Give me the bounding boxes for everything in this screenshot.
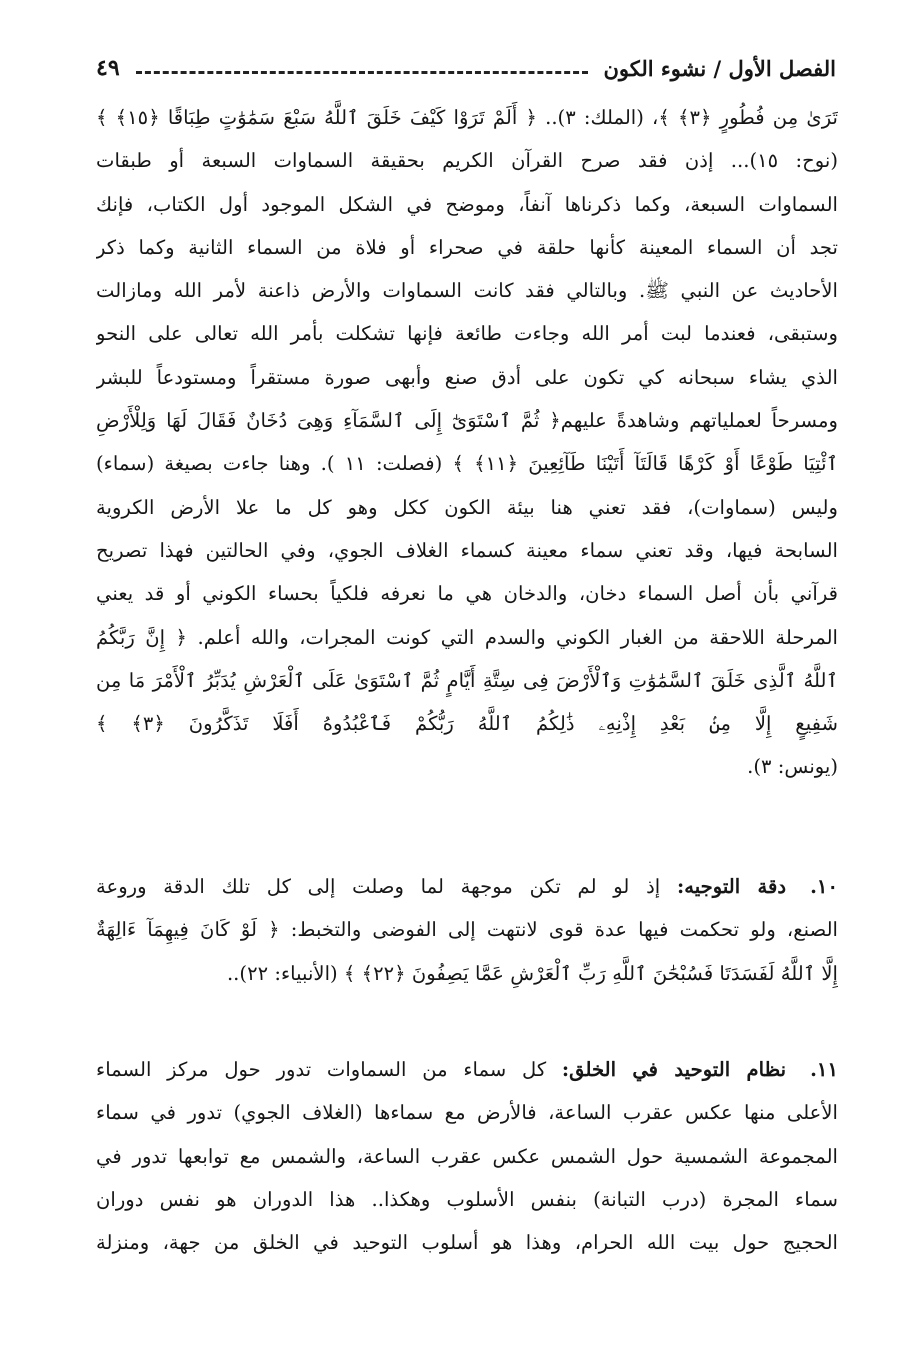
- item-text: إذ لو لم تكن موجهة لما وصلت إلى كل تلك الدقة وروعة: [96, 875, 661, 898]
- chapter-title: الفصل الأول / نشوء الكون: [603, 55, 836, 81]
- text-line: (نوح: ١٥)... إذن فقد صرح القرآن الكريم بحقيقة السماوات السبعة أو طبقات: [96, 149, 838, 173]
- item-term: دقة التوجيه:: [676, 875, 787, 898]
- text-line: إِلَّا ٱللَّهُ لَفَسَدَتَا فَسُبْحَٰنَ ٱللَّهِ رَبِّ ٱلْعَرْشِ عَمَّا يَصِفُونَ ﴿٢٢﴾ ﴾ (الأنبياء: ٢٢)..: [226, 961, 838, 985]
- item-term: نظام التوحيد في الخلق:: [561, 1058, 787, 1081]
- text-line: ومسرحاً لعملياتهم وشاهدةً عليهم﴿ ثُمَّ ٱسْتَوَىٰٓ إِلَى ٱلسَّمَآءِ وَهِىَ دُخَانٌ فَقَالَ لَهَا وَلِلْأَرْضِ: [96, 409, 838, 433]
- text-line: الصنع، ولو تحكمت فيها عدة قوى لانتهت إلى الفوضى والتخبط: ﴿ لَوْ كَانَ فِيهِمَآ ءَالِهَةٌ: [96, 918, 838, 942]
- text-line: السابحة فيها، وقد تعني سماء معينة كسماء الغلاف الجوي، وفي الحالتين فهذا تصريح: [96, 538, 838, 562]
- text-line: شَفِيعٍ إِلَّا مِنۢ بَعْدِ إِذْنِهِۦ ذَٰلِكُمُ ٱللَّهُ رَبُّكُمْ فَٱعْبُدُوهُ أَفَلَا تَذَكَّرُونَ ﴿٣﴾ ﴾: [96, 712, 838, 736]
- header-dashed-rule: [136, 71, 588, 74]
- text-line: وليس (سماوات)، فقد تعني هنا بيئة الكون ككل وهو كل ما علا الأرض الكروية: [96, 495, 838, 519]
- text-line: تَرَىٰ مِن فُطُورٍ ﴿٣﴾ ﴾، (الملك: ٣).. ﴿ أَلَمْ تَرَوْا كَيْفَ خَلَقَ ٱللَّهُ سَبْعَ سَمَٰوَٰتٍ طِبَاقًا ﴿١٥﴾ ﴾: [96, 106, 838, 129]
- text-line: الأعلى منها عكس عقرب الساعة، فالأرض مع سماءها (الغلاف الجوي) تدور في سماء: [96, 1101, 838, 1125]
- item-number: ١١.: [810, 1058, 838, 1081]
- page-header: [96, 50, 836, 86]
- item-number: ١٠.: [810, 875, 838, 898]
- paragraph-1: [96, 96, 838, 789]
- page-number: ٤٩: [96, 55, 120, 81]
- text-line: المجموعة الشمسية حول الشمس عكس عقرب الساعة، والشمس مع توابعها تدور في: [96, 1144, 838, 1168]
- text-line: السماوات السبعة، وكما ذكرناها آنفاً، وموضح في الشكل الموجود أول الكتاب، فإنك: [96, 192, 838, 216]
- paragraph-3: [96, 1048, 838, 1264]
- text-line: (يونس: ٣).: [747, 755, 838, 779]
- item-text: كل سماء من السماوات تدور حول مركز السماء: [96, 1058, 547, 1081]
- text-line: المرحلة اللاحقة من الغبار الكوني والسدم التي كونت المجرات، والله أعلم. ﴿ إِنَّ رَبَّكُمُ: [96, 625, 838, 649]
- text-line: ٱللَّهُ ٱلَّذِى خَلَقَ ٱلسَّمَٰوَٰتِ وَٱلْأَرْضَ فِى سِتَّةِ أَيَّامٍ ثُمَّ ٱسْتَوَىٰ عَلَى ٱلْعَرْشِ يُدَبِّرُ ٱلْأَمْرَ مَا مِن: [96, 668, 838, 692]
- text-line: سماء المجرة (درب التبانة) بنفس الأسلوب وهكذا.. هذا الدوران هو نفس دوران: [96, 1187, 838, 1211]
- text-line: الأحاديث عن النبي ﷺ. وبالتالي فقد كانت السماوات والأرض ذاعنة لأمر الله ومازالت: [96, 279, 838, 303]
- text-line: [96, 865, 838, 908]
- text-line: وستبقى، فعندما لبت أمر الله وجاءت طائعة فإنها تشكلت بأمر الله تعالى على النحو: [96, 322, 838, 346]
- text-line: الذي يشاء سبحانه كي تكون على أدق صنع وأبهى صورة مستقراً ومستودعاً للبشر: [96, 365, 838, 389]
- text-line: [96, 1048, 838, 1091]
- text-line: تجد أن السماء المعينة كأنها حلقة في صحراء أو فلاة من السماء الثانية وكما ذكر: [96, 235, 838, 259]
- paragraph-2: [96, 865, 838, 995]
- text-line: الحجيج حول بيت الله الحرام، وهذا هو أسلوب التوحيد في الخلق من جهة، ومنزلة: [96, 1231, 838, 1255]
- text-line: ٱئْتِيَا طَوْعًا أَوْ كَرْهًا قَالَتَآ أَتَيْنَا طَآئِعِينَ ﴿١١﴾ ﴾ (فصلت: ١١ ). وهنا جاءت بصيغة (سماء): [96, 452, 838, 476]
- text-line: قرآني بأن أصل السماء دخان، والدخان هي ما نعرفه فلكياً بحساء الكوني أو قد يعني: [96, 582, 838, 606]
